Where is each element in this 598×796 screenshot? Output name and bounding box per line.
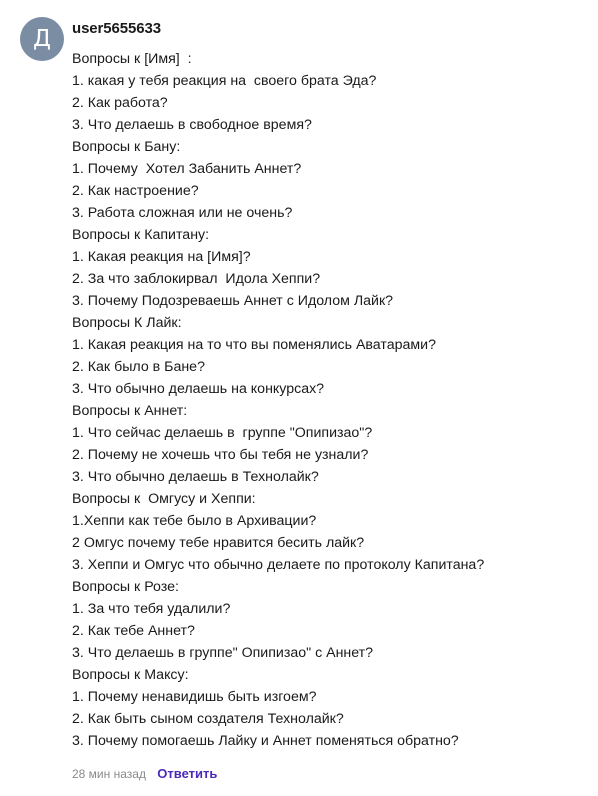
comment-line: 1. Какая реакция на [Имя]? <box>72 249 251 265</box>
comment-line: 1. Почему Хотел Забанить Аннет? <box>72 161 302 177</box>
username[interactable]: user5655633 <box>72 20 161 37</box>
comment-line: 2 Омгус почему тебе нравится бесить лайк? <box>72 535 365 551</box>
comment-line: Вопросы к [Имя] : <box>72 51 192 67</box>
reply-button[interactable]: Ответить <box>157 766 218 781</box>
comment-text <box>72 48 592 752</box>
comment-line: Вопросы К Лайк: <box>72 315 182 331</box>
comment-line: 2. За что заблокирвал Идола Хеппи? <box>72 271 321 287</box>
comment-line: 2. Почему не хочешь что бы тебя не узнали? <box>72 447 369 463</box>
comment-line: Вопросы к Аннет: <box>72 403 188 419</box>
comment-line: 3. Что делаешь в группе" Опипизао" с Аннет? <box>72 645 374 661</box>
comment-line: 3. Что делаешь в свободное время? <box>72 117 312 133</box>
comment-line: Вопросы к Омгусу и Хеппи: <box>72 491 256 507</box>
comment-meta <box>72 764 217 784</box>
comment-line: 1. какая у тебя реакция на своего брата Эда? <box>72 73 377 89</box>
comment-line: 1. Почему ненавидишь быть изгоем? <box>72 689 317 705</box>
comment-line: 3. Что обычно делаешь в Технолайк? <box>72 469 319 485</box>
comment-line: 1. За что тебя удалили? <box>72 601 231 617</box>
comment-line: 2. Как работа? <box>72 95 168 111</box>
comment-line: 3. Почему помогаешь Лайку и Аннет поменяться обратно? <box>72 733 459 749</box>
comment-line: 3. Работа сложная или не очень? <box>72 205 293 221</box>
comment-line: 2. Как было в Бане? <box>72 359 205 375</box>
comment-line: 1. Какая реакция на то что вы поменялись Аватарами? <box>72 337 436 353</box>
comment-line: 2. Как настроение? <box>72 183 199 199</box>
comment-line: 1. Что сейчас делаешь в группе "Опипизао"? <box>72 425 373 441</box>
comment-line: Вопросы к Бану: <box>72 139 181 155</box>
comment-line: Вопросы к Максу: <box>72 667 189 683</box>
avatar[interactable]: Д <box>20 17 64 61</box>
comment-line: Вопросы к Розе: <box>72 579 179 595</box>
comment-line: 2. Как тебе Аннет? <box>72 623 195 639</box>
comment-line: 3. Что обычно делаешь на конкурсах? <box>72 381 325 397</box>
comment-line: 1.Хеппи как тебе было в Архивации? <box>72 513 317 529</box>
comment-line: 3. Почему Подозреваешь Аннет с Идолом Лайк? <box>72 293 394 309</box>
timestamp: 28 мин назад <box>72 767 146 781</box>
comment-line: Вопросы к Капитану: <box>72 227 210 243</box>
comment-line: 2. Как быть сыном создателя Технолайк? <box>72 711 344 727</box>
comment-line: 3. Хеппи и Омгус что обычно делаете по протоколу Капитана? <box>72 557 485 573</box>
